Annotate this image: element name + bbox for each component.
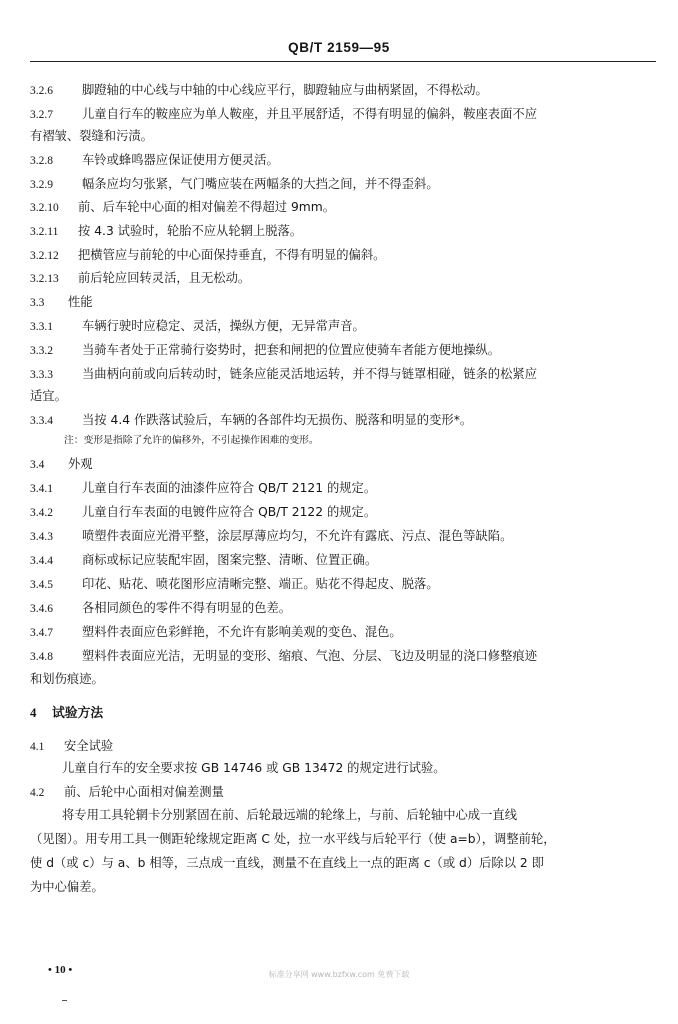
clause-3-2-11 (30, 223, 302, 240)
clause-3-2-13 (30, 270, 250, 287)
clause-text: 当按 4.4 作跌落试验后，车辆的各部件均无损伤、脱落和明显的变形*。 (82, 413, 473, 427)
clause-3-3-1 (30, 318, 365, 335)
clause-text: 前后轮应回转灵活，且无松动。 (78, 271, 251, 285)
clause-text: 脚蹬轴的中心线与中轴的中心线应平行，脚蹬轴应与曲柄紧固，不得松动。 (82, 83, 488, 97)
clause-text: 当曲柄向前或向后转动时，链条应能灵活地运转，并不得与链罩相碰，链条的松紧应 (82, 367, 537, 381)
header-rule (30, 61, 656, 62)
clause-number: 3.4.1 (30, 483, 53, 495)
section-number: 3.3 (30, 297, 45, 309)
clause-4-2-heading (30, 784, 224, 801)
section-title: 试验方法 (52, 706, 104, 721)
clause-text: 儿童自行车表面的油漆件应符合 QB/T 2121 的规定。 (82, 481, 377, 495)
clause-continuation: 有褶皱、裂缝和污渍。 (30, 129, 153, 143)
clause-title: 安全试验 (64, 739, 114, 753)
clause-3-4-5 (30, 576, 439, 593)
clause-3-2-10 (30, 199, 335, 216)
clause-number: 3.2.9 (30, 179, 53, 191)
clause-number: 3.2.13 (30, 273, 59, 285)
section-4-heading (30, 702, 103, 721)
clause-text: 塑料件表面应光洁，无明显的变形、缩痕、气泡、分层、飞边及明显的浇口修整痕迹 (82, 649, 537, 663)
clause-text: 儿童自行车表面的电镀件应符合 QB/T 2122 的规定。 (82, 505, 377, 519)
clause-text: 塑料件表面应色彩鲜艳，不允许有影响美观的变色、混色。 (82, 625, 402, 639)
section-number: 4 (30, 706, 37, 720)
clause-4-2-body-line: 为中心偏差。 (30, 880, 104, 894)
clause-3-4-1 (30, 480, 376, 497)
clause-3-2-7 (30, 106, 537, 123)
clause-4-2-body-line: 将专用工具轮辋卡分别紧固在前、后轮最远端的轮缘上，与前、后轮轴中心成一直线 (62, 808, 517, 822)
clause-3-3-3 (30, 366, 537, 383)
clause-3-4-2 (30, 504, 376, 521)
clause-number: 3.2.12 (30, 250, 59, 262)
clause-number: 3.4.2 (30, 507, 53, 519)
clause-text: 车辆行驶时应稳定、灵活，操纵方便，无异常声音。 (82, 319, 365, 333)
clause-3-2-9 (30, 176, 439, 193)
clause-3-4-4 (30, 552, 377, 569)
clause-3-3-4 (30, 412, 472, 429)
clause-4-2-body-line: （见图）。用专用工具一侧距轮缘规定距离 C 处，拉一水平线与后轮平行（使 a=b），调整前轮， (30, 832, 556, 846)
clause-text: 商标或标记应装配牢固，图案完整、清晰、位置正确。 (82, 553, 378, 567)
section-title: 性能 (68, 295, 93, 309)
clause-note: 注：变形是指除了允许的偏移外，不引起操作困难的变形。 (64, 435, 319, 446)
section-title: 外观 (68, 457, 93, 471)
clause-text: 当骑车者处于正常骑行姿势时，把套和闸把的位置应使骑车者能方便地操纵。 (82, 343, 501, 357)
clause-3-4-8 (30, 648, 537, 665)
clause-title: 前、后轮中心面相对偏差测量 (64, 785, 224, 799)
clause-number: 3.2.11 (30, 226, 59, 238)
clause-text: 幅条应均匀张紧，气门嘴应装在两幅条的大挡之间，并不得歪斜。 (82, 177, 439, 191)
clause-number: 3.2.8 (30, 155, 53, 167)
clause-number: 3.2.6 (30, 85, 53, 97)
clause-3-2-8 (30, 152, 279, 169)
clause-number: 3.3.3 (30, 369, 53, 381)
clause-text: 各相同颜色的零件不得有明显的色差。 (82, 601, 292, 615)
clause-3-4-7 (30, 624, 402, 641)
clause-number: 3.3.1 (30, 321, 53, 333)
standard-code-header: QB/T 2159—95 (288, 40, 390, 55)
clause-number: 4.1 (30, 741, 45, 753)
clause-text: 印花、贴花、喷花图形应清晰完整、端正。贴花不得起皮、脱落。 (82, 577, 439, 591)
section-number: 3.4 (30, 459, 45, 471)
clause-continuation: 适宜。 (30, 389, 67, 403)
clause-4-1-heading (30, 738, 113, 755)
clause-number: 3.4.7 (30, 627, 53, 639)
clause-number: 3.4.4 (30, 555, 53, 567)
clause-3-3-2 (30, 342, 500, 359)
clause-number: 3.4.3 (30, 531, 53, 543)
clause-number: 3.3.2 (30, 345, 53, 357)
clause-3-2-12 (30, 247, 385, 264)
clause-text: 车铃或蜂鸣器应保证使用方便灵活。 (82, 153, 279, 167)
clause-text: 把横管应与前轮的中心面保持垂直，不得有明显的偏斜。 (78, 248, 386, 262)
clause-number: 3.3.4 (30, 415, 53, 427)
clause-text: 喷塑件表面应光滑平整，涂层厚薄应均匀，不允许有露底、污点、混色等缺陷。 (82, 529, 513, 543)
clause-4-1-body: 儿童自行车的安全要求按 GB 14746 或 GB 13472 的规定进行试验。 (62, 761, 446, 775)
section-3-3-heading (30, 294, 93, 311)
clause-text: 前、后车轮中心面的相对偏差不得超过 9mm。 (78, 200, 336, 214)
clause-3-4-3 (30, 528, 512, 545)
clause-3-2-6 (30, 82, 488, 99)
clause-number: 3.4.5 (30, 579, 53, 591)
clause-number: 3.2.7 (30, 109, 53, 121)
clause-4-2-body-line: 使 d（或 c）与 a、b 相等，三点成一直线，测量不在直线上一点的距离 c（或 d）后除以 2 即 (30, 856, 544, 870)
clause-text: 儿童自行车的鞍座应为单人鞍座，并且平展舒适，不得有明显的偏斜，鞍座表面不应 (82, 107, 537, 121)
clause-number: 4.2 (30, 787, 45, 799)
clause-number: 3.4.8 (30, 651, 53, 663)
section-3-4-heading (30, 456, 93, 473)
clause-3-4-6 (30, 600, 291, 617)
clause-number: 3.2.10 (30, 202, 59, 214)
clause-text: 按 4.3 试验时，轮胎不应从轮辋上脱落。 (78, 224, 303, 238)
clause-number: 3.4.6 (30, 603, 53, 615)
clause-continuation: 和划伤痕迹。 (30, 672, 104, 686)
footer-mark (62, 1000, 67, 1001)
page-number: • 10 • (48, 964, 73, 976)
watermark-text: 标准分享网 www.bzfxw.com 免费下载 (268, 970, 410, 979)
